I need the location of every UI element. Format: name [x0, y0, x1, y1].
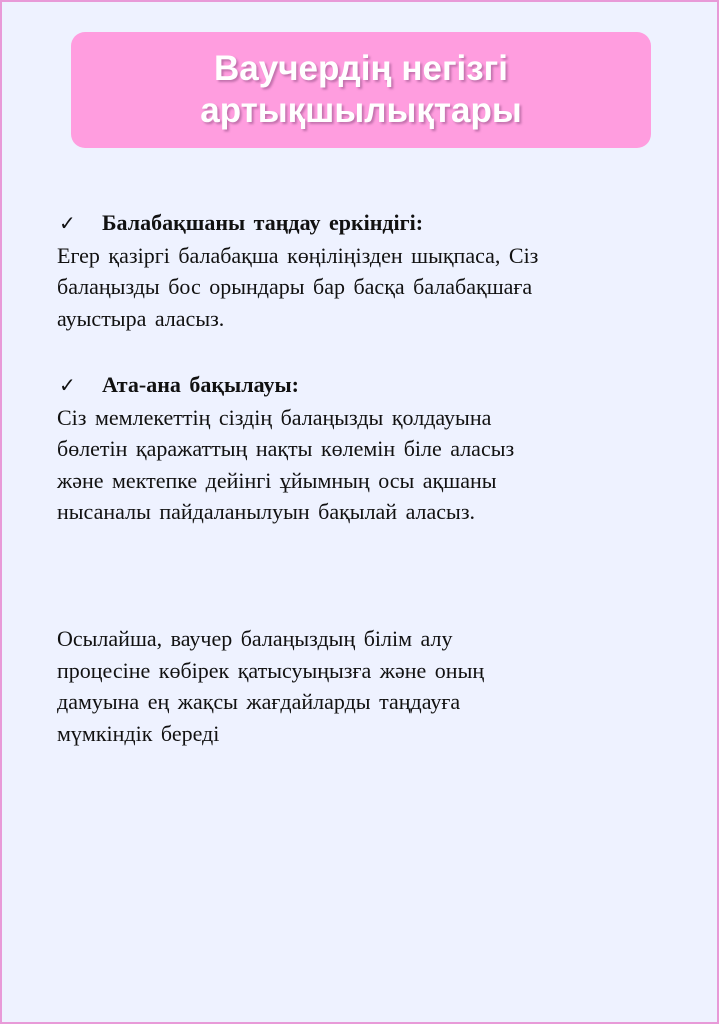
benefit-heading-row: [57, 369, 667, 402]
title-line-1: Ваучердің негізгі: [214, 49, 508, 88]
checkmark-icon: ✓: [59, 373, 76, 397]
conclusion-paragraph: [57, 623, 667, 749]
conclusion-text-line: Осылайша, ваучер балаңыздың білім алу: [57, 626, 453, 651]
benefit-section-control: [57, 369, 667, 528]
benefit-text-line: балаңызды бос орындары бар басқа балабақшаға: [57, 274, 533, 299]
benefit-text-line: және мектепке дейінгі ұйымның осы ақшаны: [57, 467, 497, 493]
benefit-text-line: бөлетін қаражаттың нақты көлемін біле аласыз: [57, 436, 515, 461]
benefit-heading: Ата-ана бақылауы:: [102, 372, 299, 397]
page-title: [200, 48, 522, 132]
benefit-text-line: нысаналы пайдаланылуын бақылай аласыз.: [57, 499, 476, 524]
title-line-2: артықшылықтары: [200, 91, 522, 130]
conclusion-text-line: процесіне көбірек қатысуыңызға және оның: [57, 657, 485, 683]
benefit-text-line: Сіз мемлекеттің сіздің балаңызды қолдауына: [57, 404, 492, 430]
benefit-heading-row: [57, 207, 667, 240]
title-banner: [71, 32, 651, 148]
benefit-heading: Балабақшаны таңдау еркіндігі:: [102, 210, 424, 235]
conclusion-text-line: мүмкіндік береді: [57, 720, 220, 746]
benefit-text-line: ауыстыра аласыз.: [57, 305, 225, 331]
benefit-text-line: Егер қазіргі балабақша көңіліңізден шықпаса, Сіз: [57, 242, 539, 268]
conclusion-text-line: дамуына ең жақсы жағдайларды таңдауға: [57, 689, 461, 714]
checkmark-icon: ✓: [59, 211, 76, 235]
benefit-section-choice: [57, 207, 667, 334]
